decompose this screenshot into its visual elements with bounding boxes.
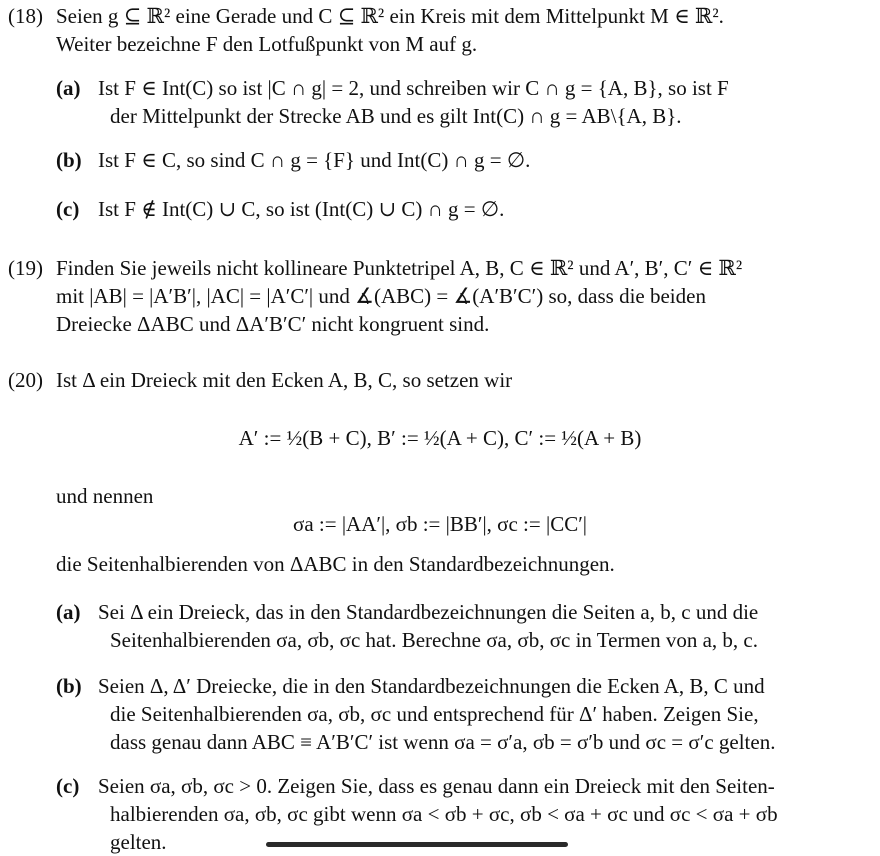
text-line: Seien Δ, Δ′ Dreiecke, die in den Standardbezeichnungen die Ecken A, B, C und [98,674,765,698]
problem-text [56,2,872,58]
subproblem-text [98,672,872,756]
text-line: und nennen [56,484,154,508]
formula-midpoints [0,424,880,452]
home-indicator[interactable] [266,842,568,847]
problem-text [56,254,872,338]
problem-20 [8,366,872,394]
subproblem-text [98,74,872,130]
text-line: halbierenden σa, σb, σc gibt wenn σa < σb + σc, σb < σa + σc und σc < σa + σb [110,802,778,826]
text-line: der Mittelpunkt der Strecke AB und es gilt Int(C) ∩ g = AB\{A, B}. [110,104,682,128]
text-definition [56,550,615,578]
problem-number: (18) [8,4,43,28]
subproblem-text [98,598,872,654]
text-line: Seien σa, σb, σc > 0. Zeigen Sie, dass es genau dann ein Dreieck mit den Seiten- [98,774,775,798]
text-line: Dreiecke ΔABC und ΔA′B′C′ nicht kongruent sind. [56,312,490,336]
formula-text: σa := |AA′|, σb := |BB′|, σc := |CC′| [293,512,587,536]
formula-medians [0,510,880,538]
text-line: Weiter bezeichne F den Lotfußpunkt von M auf g. [56,32,478,56]
problem-19 [8,254,872,338]
subproblem-20a [56,598,872,654]
text-und-nennen [56,482,153,510]
text-line: die Seitenhalbierenden σa, σb, σc und entsprechend für Δ′ haben. Zeigen Sie, [110,702,759,726]
problem-number: (20) [8,368,43,392]
subproblem-20b [56,672,872,756]
text-line: dass genau dann ABC ≡ A′B′C′ ist wenn σa = σ′a, σb = σ′b und σc = σ′c gelten. [110,730,776,754]
subproblem-label: (c) [56,774,80,798]
subproblem-label: (a) [56,76,81,100]
subproblem-18c [56,195,872,223]
text-line: Seien g ⊆ ℝ² eine Gerade und C ⊆ ℝ² ein Kreis mit dem Mittelpunkt M ∈ ℝ². [56,4,724,28]
subproblem-label: (c) [56,197,80,221]
problem-text [56,366,872,394]
text-line: die Seitenhalbierenden von ΔABC in den Standardbezeichnungen. [56,552,615,576]
subproblem-label: (b) [56,148,82,172]
text-line: Ist Δ ein Dreieck mit den Ecken A, B, C, so setzen wir [56,368,513,392]
subproblem-text [98,195,872,223]
subproblem-text [98,146,872,174]
text-line: Sei Δ ein Dreieck, das in den Standardbezeichnungen die Seiten a, b, c und die [98,600,759,624]
text-line: gelten. [110,830,167,854]
text-line: mit |AB| = |A′B′|, |AC| = |A′C′| und ∡(ABC) = ∡(A′B′C′) so, dass die beiden [56,284,706,308]
formula-text: A′ := ½(B + C), B′ := ½(A + C), C′ := ½(A + B) [238,426,642,450]
subproblem-label: (a) [56,600,81,624]
text-line: Ist F ∈ C, so sind C ∩ g = {F} und Int(C) ∩ g = ∅. [98,148,531,172]
problem-18 [8,2,872,58]
text-line: Finden Sie jeweils nicht kollineare Punktetripel A, B, C ∈ ℝ² und A′, B′, C′ ∈ ℝ² [56,256,743,280]
text-line: Ist F ∈ Int(C) so ist |C ∩ g| = 2, und schreiben wir C ∩ g = {A, B}, so ist F [98,76,729,100]
text-line: Ist F ∉ Int(C) ∪ C, so ist (Int(C) ∪ C) ∩ g = ∅. [98,197,505,221]
text-line: Seitenhalbierenden σa, σb, σc hat. Berechne σa, σb, σc in Termen von a, b, c. [110,628,759,652]
subproblem-18b [56,146,872,174]
problem-number: (19) [8,256,43,280]
subproblem-label: (b) [56,674,82,698]
subproblem-18a [56,74,872,130]
